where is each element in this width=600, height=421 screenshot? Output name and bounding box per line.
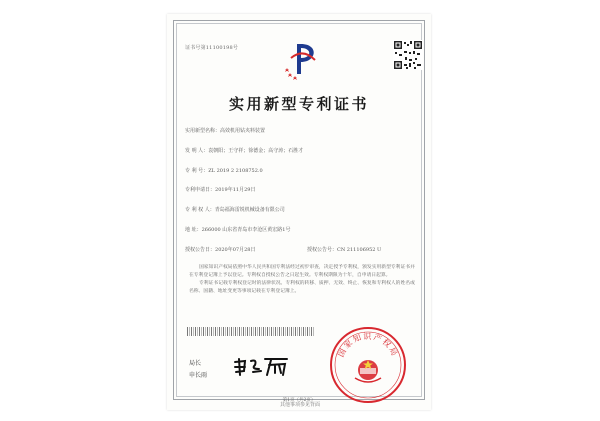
- field-value: 2020年07月28日: [215, 247, 256, 253]
- body-paragraph: 专利证书记载专利权登记时的法律状况。专利权的转移、质押、无效、终止、恢复和专利权人的姓名或名称、国籍、地址变更等事项记载在专利登记簿上。: [189, 281, 415, 294]
- footer-note: 其他事项参见背面: [279, 402, 320, 408]
- handwritten-signature: [231, 353, 293, 379]
- body-paragraph: 国家知识产权局依照中华人民共和国专利法经过初步审查，决定授予专利权，颁发实用新型专利证书并在专利登记簿上予以登记。专利权自授权公告之日起生效。专利权期限为十年，自申请日起算。: [189, 265, 415, 278]
- field-patent-number: [185, 167, 263, 174]
- field-patentee: [185, 206, 285, 213]
- field-label: 地 址：: [185, 227, 202, 233]
- patent-office-logo-icon: [281, 38, 323, 84]
- field-value: 266000 山东省青岛市李沧区黄宏路1号: [201, 227, 291, 233]
- certificate-title: 实用新型专利证书: [228, 95, 369, 113]
- field-label: 发 明 人：: [185, 148, 209, 154]
- certificate-body-text: [189, 264, 417, 296]
- field-utility-model-name: [185, 127, 265, 134]
- qr-code-icon: [393, 40, 423, 70]
- barcode: [187, 327, 315, 336]
- page-number: 第1页（共2页）: [282, 398, 316, 403]
- field-value: 高效机用钻夹料装置: [220, 128, 266, 134]
- field-value: CN 211106952 U: [337, 247, 382, 253]
- field-grant-date: [185, 246, 255, 253]
- field-inventors: [185, 147, 303, 154]
- certificate-page: [167, 14, 431, 410]
- seal-text: 国家知识产权局: [336, 332, 400, 359]
- certificate-number: 证书号第11100198号: [185, 45, 239, 51]
- field-label: 实用新型名称：: [185, 128, 221, 134]
- signature-name: 申长雨: [189, 372, 208, 379]
- field-grant-number: [307, 246, 381, 253]
- field-label: 专利申请日：: [185, 187, 216, 193]
- field-label: 授权公告号：: [307, 247, 338, 253]
- field-value: 青岛福海雷锐机械设备有限公司: [214, 207, 285, 213]
- field-label: 授权公告日：: [185, 247, 216, 253]
- field-filing-date: [185, 186, 255, 193]
- field-value: ZL 2019 2 2108752.0: [208, 168, 263, 174]
- field-address: [185, 226, 290, 233]
- field-label: 专 利 权 人：: [185, 207, 215, 213]
- chief-label: 局长: [189, 360, 202, 367]
- field-value: 2019年11月29日: [215, 187, 256, 193]
- official-seal-icon: [329, 326, 407, 404]
- field-value: 袁朝阳；王守祥；徐德金；高守涛；石胜才: [208, 148, 304, 154]
- field-label: 专 利 号：: [185, 168, 209, 174]
